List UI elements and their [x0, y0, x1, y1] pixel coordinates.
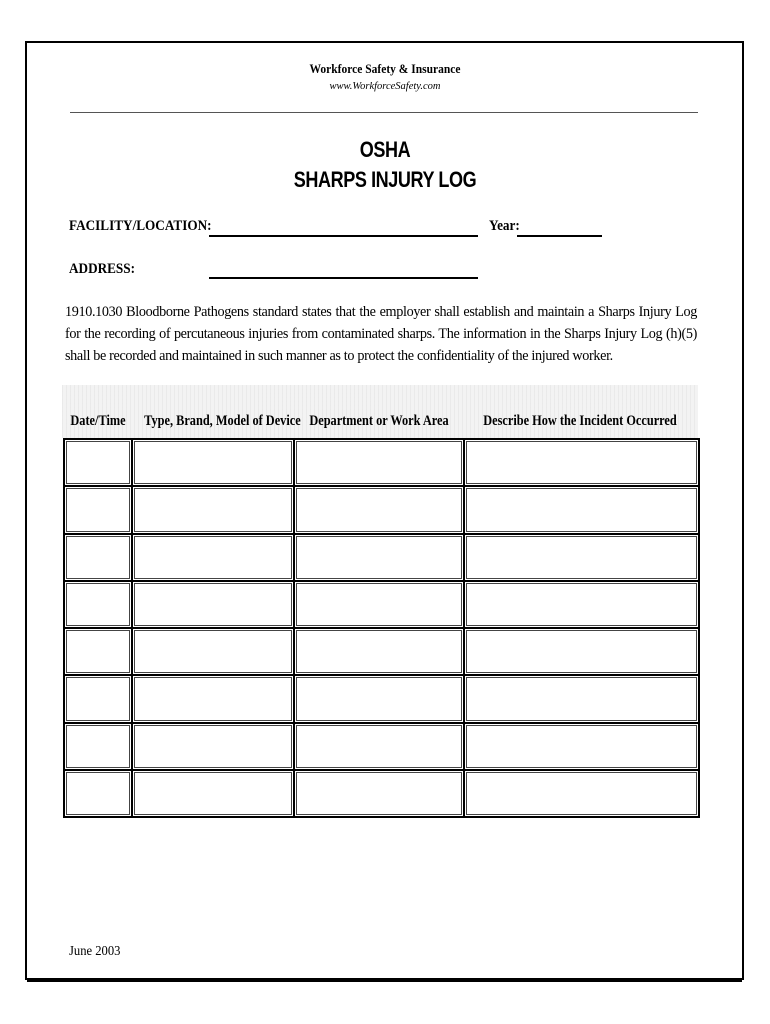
date-time-cell[interactable]: [64, 581, 132, 628]
date-time-cell[interactable]: [64, 534, 132, 581]
organization-name: Workforce Safety & Insurance: [309, 62, 461, 76]
column-header-incident: Describe How the Incident Occurred: [483, 413, 677, 429]
device-cell[interactable]: [132, 581, 294, 628]
table-row: [64, 581, 699, 628]
organization-website: www.WorkforceSafety.com: [329, 81, 441, 92]
revision-date: June 2003: [69, 944, 121, 959]
table-row: [64, 486, 699, 533]
injury-log-table: [63, 438, 700, 818]
facility-label: FACILITY/LOCATION:: [69, 218, 212, 234]
form-title-line1: OSHA: [359, 137, 411, 162]
address-label: ADDRESS:: [69, 261, 136, 277]
date-time-cell[interactable]: [64, 628, 132, 675]
incident-cell[interactable]: [464, 486, 699, 533]
device-cell[interactable]: [132, 439, 294, 486]
device-cell[interactable]: [132, 534, 294, 581]
date-time-cell[interactable]: [64, 486, 132, 533]
table-row: [64, 770, 699, 817]
department-cell[interactable]: [294, 723, 464, 770]
column-header-date-time: Date/Time: [70, 413, 126, 429]
department-cell[interactable]: [294, 534, 464, 581]
year-label: Year:: [489, 218, 520, 234]
incident-cell[interactable]: [464, 770, 699, 817]
incident-cell[interactable]: [464, 628, 699, 675]
device-cell[interactable]: [132, 770, 294, 817]
incident-cell[interactable]: [464, 675, 699, 722]
department-cell[interactable]: [294, 439, 464, 486]
address-input-line[interactable]: [209, 277, 478, 279]
device-cell[interactable]: [132, 675, 294, 722]
column-header-department: Department or Work Area: [309, 413, 449, 429]
header-divider: [70, 112, 698, 113]
incident-cell[interactable]: [464, 581, 699, 628]
instructions-paragraph: 1910.1030 Bloodborne Pathogens standard states that the employer shall establish and maintain a Sharps Injury Log for the recording of percutaneous injuries from contaminated sharps. The information in the Sharps Injury Log (h)(5) shall be recorded and maintained in such manner as to protect the confidentiality of the injured worker.: [65, 304, 697, 364]
table-row: [64, 439, 699, 486]
department-cell[interactable]: [294, 581, 464, 628]
date-time-cell[interactable]: [64, 439, 132, 486]
form-title-line2: SHARPS INJURY LOG: [293, 167, 477, 192]
column-header-device: Type, Brand, Model of Device: [144, 413, 301, 429]
table-row: [64, 675, 699, 722]
table-row: [64, 628, 699, 675]
department-cell[interactable]: [294, 675, 464, 722]
department-cell[interactable]: [294, 770, 464, 817]
table-header-band: [62, 385, 698, 438]
device-cell[interactable]: [132, 723, 294, 770]
table-row: [64, 534, 699, 581]
incident-cell[interactable]: [464, 439, 699, 486]
table-row: [64, 723, 699, 770]
facility-input-line[interactable]: [209, 235, 478, 237]
department-cell[interactable]: [294, 628, 464, 675]
device-cell[interactable]: [132, 486, 294, 533]
date-time-cell[interactable]: [64, 770, 132, 817]
incident-cell[interactable]: [464, 723, 699, 770]
device-cell[interactable]: [132, 628, 294, 675]
incident-cell[interactable]: [464, 534, 699, 581]
year-input-line[interactable]: [517, 235, 602, 237]
date-time-cell[interactable]: [64, 723, 132, 770]
department-cell[interactable]: [294, 486, 464, 533]
date-time-cell[interactable]: [64, 675, 132, 722]
